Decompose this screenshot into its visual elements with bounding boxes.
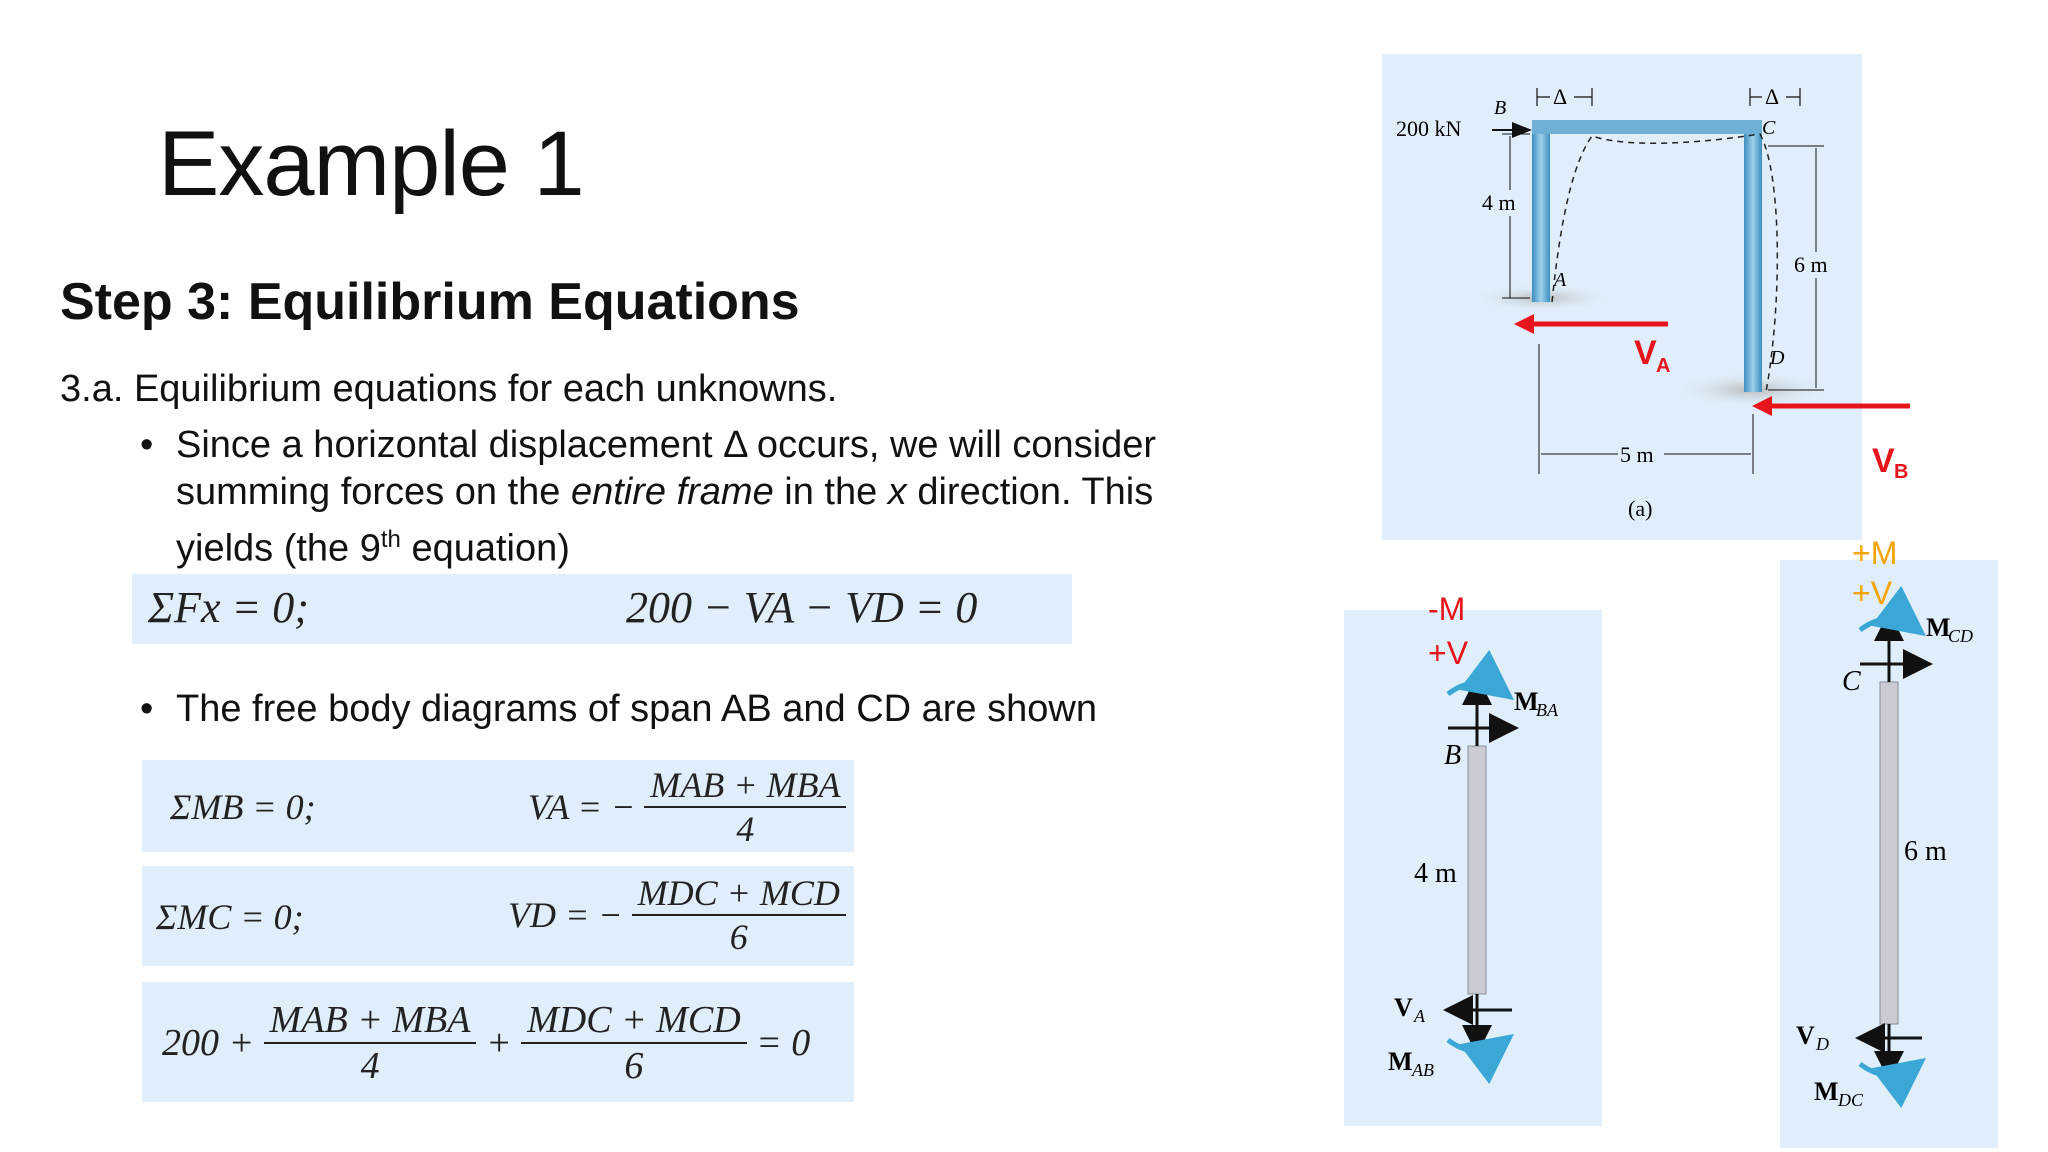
fbd-cd-bottom-moment-sub: DC — [1838, 1090, 1864, 1110]
node-a-label: A — [1554, 269, 1567, 291]
equation-2-denominator: 4 — [736, 809, 755, 849]
equation-4-numerator-1: MAB + MBA — [269, 999, 471, 1041]
member-ab — [1468, 746, 1486, 994]
equation-4-denominator-2: 6 — [624, 1045, 644, 1087]
bullet-1-text-c: direction. This yields (the 9 — [176, 471, 1154, 570]
figure-caption: (a) — [1628, 496, 1653, 521]
equation-4 — [162, 998, 810, 1088]
equation-4-denominator-1: 4 — [360, 1045, 380, 1087]
bullet-1-emph-frame: entire frame — [570, 471, 774, 513]
equation-3-left: ΣMC = 0; — [156, 897, 304, 937]
equation-3-denominator: 6 — [729, 917, 748, 957]
bullet-1-sup: th — [380, 526, 401, 553]
fbd-ab-bottom-moment: M — [1388, 1047, 1413, 1076]
equation-2-lhs: VA = − — [528, 787, 636, 827]
height-ab-label: 4 m — [1482, 190, 1516, 215]
fbd-cd-length: 6 m — [1904, 836, 1947, 867]
beam-bc — [1532, 120, 1762, 134]
fbd-cd-node-top: C — [1842, 666, 1861, 697]
equation-3-numerator: MDC + MCD — [637, 873, 840, 913]
fbd-ab-length: 4 m — [1414, 858, 1457, 889]
vb-label: V — [1872, 442, 1895, 480]
equation-2-left: ΣMB = 0; — [170, 787, 316, 827]
bullet-2 — [140, 686, 1097, 733]
equation-3-right — [508, 872, 846, 958]
equation-2-fraction — [644, 764, 846, 850]
fbd-cd-sign-v: +V — [1852, 575, 1893, 611]
equation-2-right — [528, 764, 846, 850]
fbd-cd-figure — [1780, 530, 2048, 1148]
span-label: 5 m — [1620, 442, 1654, 467]
equation-4-plus: + — [485, 1022, 512, 1064]
slide-title: Example 1 — [158, 113, 584, 215]
member-cd — [1880, 682, 1898, 1024]
equation-1-left: ΣFx = 0; — [148, 583, 309, 632]
fbd-ab-top-moment: M — [1514, 687, 1539, 716]
bullet-2-text: The free body diagrams of span AB and CD are shown — [176, 688, 1097, 730]
equation-3-lhs: VD = − — [508, 895, 623, 935]
equation-4-lead: 200 + — [162, 1022, 255, 1064]
bullet-1-text-a: Since a horizontal displacement Δ occurs, we will consider summing forces on the — [176, 424, 1157, 513]
fbd-ab-sign-v: +V — [1428, 635, 1469, 671]
equation-4-numerator-2: MDC + MCD — [527, 999, 741, 1041]
fbd-cd-bottom-shear: V — [1796, 1021, 1815, 1050]
equation-1-right: 200 − VA − VD = 0 — [626, 583, 978, 632]
fbd-ab-bottom-moment-sub: AB — [1412, 1060, 1434, 1080]
column-ab — [1532, 122, 1550, 302]
fbd-ab-figure — [1344, 580, 1644, 1140]
bullet-1 — [140, 422, 1216, 573]
fbd-cd-top-moment: M — [1926, 613, 1951, 642]
bullet-1-text-b: in the — [773, 471, 888, 513]
fbd-cd-bottom-shear-sub: D — [1816, 1034, 1829, 1054]
delta-right-label: Δ — [1765, 84, 1780, 109]
bullet-1-text-d: equation) — [400, 527, 570, 570]
node-d-label: D — [1770, 347, 1785, 369]
equation-4-fraction-1 — [264, 998, 477, 1088]
bullet-1-emph-x: x — [887, 471, 907, 513]
node-c-label: C — [1762, 117, 1776, 139]
equation-3-fraction — [632, 872, 846, 958]
fbd-cd-sign-m: +M — [1852, 535, 1898, 571]
delta-left-label: Δ — [1553, 84, 1568, 109]
bullet-dot: • — [140, 688, 154, 730]
equation-4-tail: = 0 — [756, 1022, 811, 1064]
equation-4-fraction-2 — [521, 998, 747, 1088]
equation-2-numerator: MAB + MBA — [650, 765, 841, 805]
load-label: 200 kN — [1396, 116, 1462, 141]
height-cd-label: 6 m — [1794, 252, 1828, 277]
va-label: V — [1634, 334, 1657, 372]
fbd-ab-bottom-shear: V — [1394, 993, 1413, 1022]
step-heading: Step 3: Equilibrium Equations — [60, 273, 800, 331]
vb-sub: B — [1894, 461, 1909, 480]
reaction-arrows — [1500, 300, 1920, 480]
fbd-ab-node-top: B — [1444, 740, 1462, 771]
intro-text: 3.a. Equilibrium equations for each unknowns. — [60, 368, 838, 410]
bullet-dot: • — [140, 424, 154, 466]
fbd-ab-top-moment-sub: BA — [1536, 700, 1558, 720]
fbd-ab-bottom-shear-sub: A — [1414, 1006, 1425, 1026]
fbd-ab-sign-m: -M — [1428, 591, 1466, 627]
fbd-cd-bottom-moment: M — [1814, 1077, 1839, 1106]
node-b-label: B — [1494, 97, 1507, 119]
va-sub: A — [1656, 355, 1671, 377]
fbd-cd-top-moment-sub: CD — [1948, 626, 1974, 646]
